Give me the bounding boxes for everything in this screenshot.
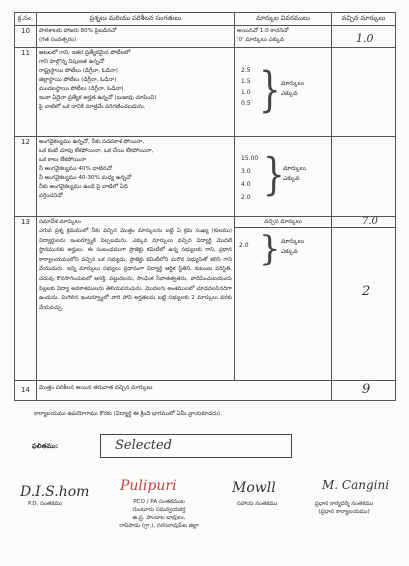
table-row	[15, 217, 396, 381]
row-number: 10	[15, 26, 37, 48]
marks-value: 4.0	[241, 181, 251, 188]
evaluation-table	[14, 12, 396, 401]
handwritten-mark: 7.0	[332, 217, 395, 228]
row-marks	[235, 217, 332, 381]
table-header-row	[15, 13, 396, 26]
table-row	[15, 137, 396, 217]
row-description	[37, 381, 332, 401]
row-given	[332, 26, 396, 48]
row-marks	[235, 137, 332, 217]
row-line: మండలస్థాయి పోటీలు (డిగ్రీనా, ఓడినా)	[39, 86, 124, 92]
row-line: జిల్లాస్థాయి పోటీలు (డిగ్రీనా, ఓడినా)	[39, 77, 117, 83]
row-given	[332, 137, 396, 217]
row-title: సమావేశ మార్కులు	[39, 219, 81, 225]
caption-line: P.D. సంతకము	[27, 501, 63, 507]
header-description: ప్రశ్నలు మరియు పరిశీలన సంగతులు	[37, 13, 235, 26]
table-row	[15, 48, 396, 137]
row-paragraph: ఎగువ ప్రశ్న క్రమములో నీకు వచ్చిన మొత్తం మార్కులను బట్టి ఏ క్రమ సంఖ్య (కులము) విద్యార్థులను ఇంటర్వ్యూకి పిల్చబడును. ఎక్కువ మార్కులు వచ్చిన విద్యార్థి మొదటి స్థానమునకు అర్హులు. ఈ సంబంధముగా ప్రాజెక్టు కమిటీలో ఉన్న సభ్యులకు గాని, ప్రధాన కార్యాలయములోని వచ్చిన ఒక సభ్యుడు, ప్రాజెక్టు కమిటీలోని మరొక సభ్యునితో కలిసి గాని వేయుదురు. ఇన్ని మార్కులు సభ్యులు ప్రధానంగా విద్యార్థి ఆర్థిక స్థితిని, కుటుంబ పరిస్థితి, చదువు కొనసాగించుటలో ఆసక్తి, పట్టుదలను, సాంఘిక సేవాతత్వతను, వాదిపించుటయందు పిల్లలకు విద్యా అవకాశములను తెలియపరుచును. మొదలగు అంశములలో చూడవలసినదిగా ఉండును. మిగిలిన ఇంటర్వ్యూలో వారి హాని అర్హతలను బట్టి సభ్యులకు 2 మార్కులు వరకు వేయవచ్చు.	[39, 228, 232, 311]
row-description	[37, 217, 235, 381]
signature-assistant: Mowll	[232, 480, 276, 496]
caption-line: ప్రధాన కార్యదర్శి సంతకము	[314, 501, 374, 507]
result-box	[100, 434, 292, 458]
row-line: ఆటలలో గాని, ఇతర ప్రత్యేకమైన పోటీలలో	[39, 50, 131, 56]
row-line: నీకు అంగవైకల్యము ఉండి పై వాటిలో ఏది	[39, 184, 128, 190]
caption-line: సహాయ సంతకము	[236, 501, 278, 507]
row-description	[37, 137, 235, 217]
caption-line: ఆ.ప్ర. పాండాల బావులు,	[132, 515, 186, 521]
signature-pco: Pulipuri	[120, 478, 177, 494]
signature-caption-pco	[96, 498, 222, 530]
row-line: ఇంకా ఏదైనా ప్రత్యేక అర్హత ఉన్నచో (బుజువు చూపించి)	[39, 95, 157, 101]
brace-label: మార్కులు	[281, 80, 304, 87]
caption-line: (ప్రధాన కార్యాలయము)	[318, 509, 370, 515]
row-line: గాని పాల్గొన్న నిపుణత ఉన్నచో	[39, 59, 105, 65]
brace-label: మార్కులు	[283, 165, 306, 172]
signature-pd: D.I.S.hom	[20, 484, 90, 500]
marks-value: 2.0	[239, 242, 249, 249]
row-number: 13	[15, 217, 37, 381]
header-serial: క్ర.సం.	[15, 13, 37, 26]
handwritten-mark: 2	[362, 284, 371, 299]
row-line: మొత్తం పరిశీలన అయిన తరువాత వచ్చిన మార్కులు	[39, 385, 153, 391]
caption-line: PCO / PA సంతకముల	[133, 499, 185, 505]
marks-value: 15.00	[241, 155, 259, 162]
row-given	[332, 381, 396, 401]
row-line: నీ అంగవైకల్యము 40% దాటినచో	[39, 166, 112, 172]
row-number: 11	[15, 48, 37, 137]
row-line: ఒక కంటి చూపు లేకపోయినా, ఒక చేయి లేకపోయినా,	[39, 148, 154, 154]
brace-label: ఎక్కువ	[281, 90, 298, 97]
brace-symbol: }	[259, 229, 281, 269]
row-marks	[235, 48, 332, 137]
brace-symbol: }	[263, 149, 285, 201]
marks-value: 1.5	[241, 78, 251, 85]
row-line: రాష్ట్రస్థాయి పోటీలు (డిగ్రీనా, ఓడినా)	[39, 68, 118, 74]
row-line: ఒక కాలు లేకపోయినా	[39, 157, 86, 163]
signature-caption-assistant	[222, 500, 292, 508]
row-number: 14	[15, 381, 37, 401]
row-line: (గత సంవత్సరం)	[39, 37, 77, 43]
row-line: పాఠశాలకు హాజరు 80% పైబడినచో	[39, 28, 117, 34]
handwritten-mark: 1.0	[356, 32, 374, 45]
row-marks-line: అయినచో 1.0 కాదనిచో	[237, 28, 289, 34]
row-line: అంగవైకల్యము ఉన్నచో, నీకు సదవకాశ పోయినా,	[39, 139, 145, 145]
row-given	[332, 48, 396, 137]
signature-general-secretary: M. Cangini	[322, 478, 390, 492]
row-marks-line: '0' మార్కులు ఎక్కువ	[237, 37, 285, 43]
handwritten-mark: 9	[362, 382, 371, 397]
marks-value: 3.0	[241, 168, 251, 175]
result-label: ఫలితము:	[32, 442, 59, 450]
brace-symbol: }	[259, 62, 281, 118]
marks-value: 2.5	[241, 67, 251, 74]
table-row	[15, 26, 396, 48]
row-given	[332, 217, 396, 381]
marks-value: 0.5	[241, 100, 251, 107]
row-description	[37, 26, 235, 48]
marks-value: 2.0	[241, 194, 251, 201]
marks-subheader: వచ్చిన మార్కులు	[235, 217, 331, 228]
caption-line: రావిపాడు (గ్రా.), నరసరావుపేట జిల్లా	[119, 523, 199, 529]
brace-label: ఎక్కువ	[281, 248, 298, 255]
row-description	[37, 48, 235, 137]
signature-caption-pd	[10, 500, 80, 508]
brace-label: మార్కులు	[281, 238, 304, 245]
row-number: 12	[15, 137, 37, 217]
row-line: వర్తించనిచో	[39, 193, 63, 199]
row-line: నీ అంగవైకల్యము 40-30% మధ్య ఉన్నచో	[39, 175, 132, 181]
header-marks-details: మార్కుల వివరములు	[235, 13, 332, 26]
marks-value: 1.0	[241, 89, 251, 96]
header-marks-obtained: వచ్చిన మార్కులు	[332, 13, 396, 26]
signature-caption-general-secretary	[292, 500, 396, 516]
row-marks	[235, 26, 332, 48]
row-line: పై వాటిలో ఒక దానికి మాత్రమే పరిగణించబడును.	[39, 104, 146, 110]
table-row	[15, 381, 396, 401]
result-value: Selected	[115, 438, 172, 453]
office-use-note: కార్యాలయము ఉపయోగాము కొరకు (విద్యార్థి ఈ క్రింది భాగములో ఏమీ వ్రాయకూడదు).	[34, 411, 223, 417]
caption-line: గుంటూరు సమన్వయకర్త	[132, 507, 186, 513]
brace-label: ఎక్కువ	[283, 175, 300, 182]
